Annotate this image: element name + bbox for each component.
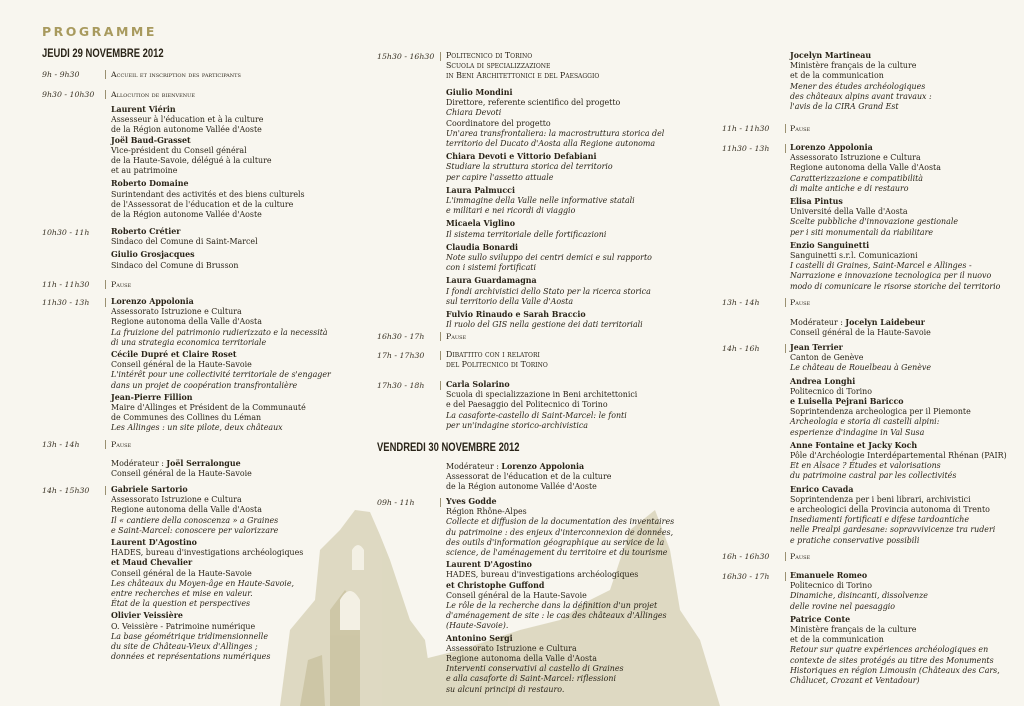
speaker-block [790,343,1007,546]
moderator-name: Joël Serralongue [166,459,241,468]
session-label: Accueil et inscription des participants [111,70,241,79]
speaker-block [790,143,1000,292]
time-slot: 14h - 15h30 [42,486,90,495]
talk-title: Collecte et diffusion de la documentation des inventaires [446,517,675,527]
session-label: Allocution de bienvenue [111,90,195,99]
speaker-affiliation: et au patrimoine [111,166,178,176]
speaker-affiliation: Vice-président du Conseil général [111,145,247,155]
talk-title: di una strategia economica territoriale [111,337,267,347]
divider [785,572,786,581]
talk-title: science, de l'aménagement du territoire et du tourisme [446,548,668,558]
speaker-name: Patrice Conte [790,614,851,624]
speaker-name: Fulvio Rinaudo e Sarah Braccio [446,310,586,320]
talk-title: e militari e nei ricordi di viaggio [446,206,576,216]
speaker-name: Jocelyn Martineau [790,51,872,60]
speaker-name: Laurent Viérin [111,105,176,114]
speaker-name: Roberto Crétier [111,227,181,236]
talk-title: Le rôle de la recherche dans la définition d'un projet [446,601,658,611]
speaker-affiliation: Scuola di specializzazione in Beni architettonici [446,390,638,400]
talk-title: dans un projet de coopération transfrontalière [111,380,298,390]
speaker-affiliation: et de la communication [790,71,884,81]
moderator-block [111,459,252,479]
talk-title: Retour sur quatre expériences archéologiques en [790,645,989,655]
moderator-name: Jocelyn Laidebeur [845,318,925,327]
talk-title: État de la question et perspectives [111,599,251,609]
talk-title: su alcuni principi di restauro. [446,684,565,694]
speaker-affiliation: e archeologici della Provincia autonoma di Trento [790,505,990,515]
talk-title: Châlucet, Crozant et Ventadour) [790,676,920,686]
speaker-affiliation: de l'Assessorat de l'éducation et de la culture [111,199,294,209]
talk-title: (Haute-Savoie). [446,621,509,631]
talk-title: territorio del Ducato d'Aosta alla Regione autonoma [446,139,656,149]
time-slot: 13h - 14h [42,440,80,449]
talk-title: per capire l'assetto attuale [446,172,554,182]
divider [785,344,786,353]
divider [785,552,786,561]
time-slot: 9h - 9h30 [42,70,80,79]
moderator-prefix: Modérateur : [111,459,167,468]
speaker-block [790,571,1000,686]
speaker-affiliation: Assessorato Istruzione e Cultura [790,153,921,163]
speaker-affiliation: de la Région autonome Vallée d'Aoste [111,210,262,220]
session-label: Pause [446,332,467,341]
speaker-affiliation: Conseil général de la Haute-Savoie [446,590,587,600]
speaker-affiliation: Canton de Genève [790,353,864,363]
speaker-affiliation: Région Rhône-Alpes [446,507,527,517]
speaker-name: Laura Guardamagna [446,276,537,286]
speaker-affiliation: HADES, bureau d'investigations archéologiques [446,570,639,580]
talk-title: Il sistema territoriale delle fortificazioni [446,229,607,239]
speaker-affiliation: Politecnico di Torino [790,581,872,591]
speaker-name: Emanuele Romeo [790,571,868,580]
speaker-name: Carla Solarino [446,380,510,389]
talk-title: modo di comunicare le risorse storiche del territorio [790,281,1001,291]
speaker-name: Chiara Devoti [446,108,502,118]
speaker-affiliation: Regione autonoma della Valle d'Aosta [790,163,941,173]
talk-title: Il ruolo del GIS nella gestione dei dati territoriali [446,320,643,330]
talk-title: Mener des études archéologiques [790,81,926,91]
time-slot: 16h30 - 17h [377,332,425,341]
speaker-affiliation: de la Haute-Savoie, délégué à la culture [111,156,272,166]
divider [785,144,786,153]
speaker-affiliation: Ministère français de la culture [790,61,917,71]
time-slot: 15h30 - 16h30 [377,52,435,61]
talk-title: Insediamenti fortificati e difese tardoantiche [790,515,970,525]
speaker-block [111,227,258,271]
speaker-name: Roberto Domaine [111,179,189,189]
talk-title: sul territorio della Valle d'Aosta [446,296,574,306]
moderator-block [446,462,611,493]
speaker-name: Giulio Grosjacques [111,250,195,260]
moderator-block [790,318,931,338]
talk-title: per i siti monumentali da riabilitare [790,227,934,237]
talk-title: du site de Château-Vieux d'Allinges ; [111,642,258,652]
session-label: Pause [790,298,811,307]
talk-title: delle rovine nel paesaggio [790,601,896,611]
talk-title: esperienze d'indagine in Val Susa [790,427,925,437]
time-slot: 10h30 - 11h [42,228,90,237]
session-label-line: del Politecnico di Torino [446,360,548,370]
speaker-affiliation: de la Région autonome Vallée d'Aoste [111,125,262,135]
speaker-block [111,485,303,662]
speaker-affiliation: Sindaco del Comune di Saint-Marcel [111,237,258,247]
divider [440,351,441,360]
speaker-affiliation: Regione autonoma della Valle d'Aosta [111,505,262,515]
speaker-block [111,297,331,434]
talk-title: des outils d'information géographique au service de la [446,537,665,547]
moderator-name: Lorenzo Appolonia [501,462,585,471]
speaker-affiliation: Ministère français de la culture [790,625,917,635]
speaker-affiliation: Politecnico di Torino [790,386,872,396]
speaker-affiliation: Surintendant des activités et des biens culturels [111,189,305,199]
divider [785,124,786,133]
speaker-name: Gabriele Sartorio [111,485,188,494]
speaker-affiliation: Pôle d'Archéologie Interdépartemental Rhénan (PAIR) [790,451,1007,461]
speaker-affiliation: Université della Valle d'Aosta [790,207,908,217]
talk-title: I castelli di Graines, Saint-Marcel e Allinges - [790,261,972,271]
moderator-affiliation: Conseil général de la Haute-Savoie [790,328,931,338]
talk-title: Interventi conservativi al castello di Graines [446,664,624,674]
talk-title: Dinamiche, disincanti, dissolvenze [790,591,928,601]
time-slot: 17h - 17h30 [377,351,425,360]
speaker-affiliation: Regione autonoma della Valle d'Aosta [111,317,262,327]
talk-title: données et représentations numériques [111,652,271,662]
speaker-affiliation: Soprintendenza per i beni librari, archivistici [790,494,971,504]
time-slot: 17h30 - 18h [377,381,425,390]
programme-heading: PROGRAMME [42,24,157,39]
day2-heading: VENDREDI 30 NOVEMBRE 2012 [377,442,520,454]
time-slot: 16h - 16h30 [722,552,770,561]
speaker-name: et Christophe Guffond [446,580,545,590]
talk-title: Et en Alsace ? Études et valorisations [790,461,941,471]
speaker-affiliation: Assesseur à l'éducation et à la culture [111,115,264,125]
talk-title: Le château de Rouelbeau à Genève [790,363,932,373]
talk-title: La casaforte-castello di Saint-Marcel: le fonti [446,410,627,420]
divider [105,298,106,307]
speaker-name: Giulio Mondini [446,88,513,97]
speaker-name: Laurent D'Agostino [111,538,197,548]
talk-title: Historiques en région Limousin (Châteaux des Cars, [790,665,1000,675]
speaker-name: e Luisella Pejrani Baricco [790,397,904,407]
talk-title: nelle Prealpi gardesane: sopravvivicenze tra ruderi [790,525,996,535]
speaker-affiliation: Sindaco del Comune di Brusson [111,260,239,270]
speaker-affiliation: HADES, bureau d'investigations archéologiques [111,548,304,558]
speaker-name: Olivier Veissière [111,611,183,621]
time-slot: 9h30 - 10h30 [42,90,95,99]
speaker-name: Elisa Pintus [790,197,843,207]
speaker-name: Laura Palmucci [446,185,515,195]
talk-title: des châteaux alpins avant travaux : [790,91,932,101]
talk-title: La base géométrique tridimensionnelle [111,631,268,641]
talk-title: du patrimoine castral par les collectivités [790,471,957,481]
speaker-block [446,497,674,695]
moderator-affiliation: Conseil général de la Haute-Savoie [111,469,252,479]
session-label-line: Scuola di specializzazione [446,61,551,71]
divider [440,52,441,61]
talk-title: Les Allinges : un site pilote, deux châteaux [111,423,283,433]
speaker-name: Lorenzo Appolonia [111,297,194,306]
speaker-name: Lorenzo Appolonia [790,143,873,152]
speaker-affiliation: e del Paesaggio del Politecnico di Torino [446,400,608,410]
speaker-name: Micaela Viglino [446,219,516,229]
speaker-affiliation: Conseil général de la Haute-Savoie [111,568,252,578]
speaker-affiliation: Direttore, referente scientifico del progetto [446,98,621,108]
speaker-block [790,51,932,112]
talk-title: e alla casaforte di Saint-Marcel: riflessioni [446,674,616,684]
speaker-affiliation: Regione autonoma della Valle d'Aosta [446,654,597,664]
time-slot: 11h - 11h30 [42,280,90,289]
talk-title: Archeologia e storia di castelli alpini: [790,417,940,427]
divider [105,486,106,495]
talk-title: Les châteaux du Moyen-âge en Haute-Savoie, [111,578,294,588]
session-label: Pause [790,552,811,561]
speaker-name: Enrico Cavada [790,484,854,494]
time-slot: 14h - 16h [722,344,760,353]
session-label-line: in Beni Architettonici e del Paesaggio [446,71,600,81]
speaker-affiliation: Coordinatore del progetto [446,118,551,128]
talk-title: Il « cantiere della conoscenza » a Graines [111,515,279,525]
speaker-name: Yves Godde [446,497,497,506]
time-slot: 13h - 14h [722,298,760,307]
talk-title: Caratterizzazione e compatibilità [790,173,924,183]
talk-title: Scelte pubbliche d'innovazione gestionale [790,217,959,227]
speaker-affiliation: Sanguinetti s.r.l. Comunicazioni [790,251,918,261]
speaker-name: Jean-Pierre Fillion [111,392,193,402]
talk-title: La fruizione del patrimonio rudierizzato e la necessità [111,327,328,337]
speaker-affiliation: de Communes des Collines du Léman [111,413,262,423]
talk-title: Narrazione e innovazione tecnologica per il nuovo [790,271,992,281]
speaker-affiliation: Maire d'Allinges et Président de la Communauté [111,403,306,413]
divider [785,298,786,307]
talk-title: du patrimoine : des enjeux d'interconnexion de données, [446,527,674,537]
speaker-name: Laurent D'Agostino [446,560,532,570]
session-label [446,350,548,370]
divider [440,498,441,507]
speaker-name: Enzio Sanguinetti [790,240,870,250]
speaker-name: et Maud Chevalier [111,558,193,568]
talk-title: entre recherches et mise en valeur. [111,589,253,599]
talk-title: di malte antiche e di restauro [790,183,909,193]
divider [440,332,441,341]
speaker-affiliation: O. Veissière - Patrimoine numérique [111,621,256,631]
session-label [446,51,599,82]
day1-heading: JEUDI 29 NOVEMBRE 2012 [42,48,164,60]
speaker-affiliation: Assessorato Istruzione e Cultura [446,643,577,653]
moderator-affiliation: Assessorat de l'éducation et de la culture [446,472,612,482]
time-slot: 09h - 11h [377,498,415,507]
session-label-line: Politecnico di Torino [446,51,533,60]
talk-title: L'intérêt pour une collectivité territoriale de s'engager [111,370,331,380]
speaker-name: Andrea Longhi [790,376,856,386]
session-label-line: Dibattito con i relatori [446,350,540,359]
speaker-name: Antonino Sergi [446,633,513,643]
talk-title: I fondi archivistici dello Stato per la ricerca storica [446,286,651,296]
speaker-block [446,380,637,431]
speaker-name: Jean Terrier [790,343,843,352]
speaker-affiliation: Conseil général de la Haute-Savoie [111,360,252,370]
divider [105,280,106,289]
talk-title: con i sistemi fortificati [446,263,536,273]
speaker-block [446,88,664,330]
talk-title: Note sullo sviluppo dei centri demici e sul rapporto [446,253,652,263]
divider [105,70,106,79]
time-slot: 11h - 11h30 [722,124,770,133]
talk-title: per un'indagine storico-archivistica [446,420,588,430]
talk-title: Un'area transfrontaliera: la macrostruttura storica del [446,128,665,138]
session-label: Pause [111,440,132,449]
time-slot: 11h30 - 13h [722,144,770,153]
speaker-name: Joël Baud-Grasset [111,135,191,145]
moderator-affiliation: de la Région autonome Vallée d'Aoste [446,482,597,492]
time-slot: 16h30 - 17h [722,572,770,581]
divider [105,440,106,449]
divider [440,381,441,390]
talk-title: contexte de sites protégés au titre des Monuments [790,655,994,665]
speaker-name: Anne Fontaine et Jacky Koch [790,440,918,450]
talk-title: e pratiche conservative possibili [790,535,920,545]
speaker-affiliation: et de la communication [790,635,884,645]
talk-title: L'immagine della Valle nelle informative statali [446,196,635,206]
talk-title: l'avis de la CIRA Grand Est [790,102,899,112]
speaker-name: Cécile Dupré et Claire Roset [111,350,237,360]
talk-title: e Saint-Marcel: conoscere per valorizzare [111,525,279,535]
speaker-affiliation: Assessorato Istruzione e Cultura [111,307,242,317]
speaker-name: Chiara Devoti e Vittorio Defabiani [446,152,597,162]
talk-title: Studiare la struttura storica del territorio [446,162,613,172]
talk-title: d'aménagement de site : le cas des châteaux d'Allinges [446,611,667,621]
speaker-affiliation: Soprintendenza archeologica per il Piemonte [790,407,971,417]
session-label: Pause [790,124,811,133]
time-slot: 11h30 - 13h [42,298,90,307]
speaker-name: Claudia Bonardi [446,242,518,252]
divider [105,90,106,99]
speaker-affiliation: Assessorato Istruzione e Cultura [111,495,242,505]
moderator-prefix: Modérateur : [446,462,502,471]
speaker-block [111,105,305,220]
session-label: Pause [111,280,132,289]
moderator-prefix: Modérateur : [790,318,846,327]
